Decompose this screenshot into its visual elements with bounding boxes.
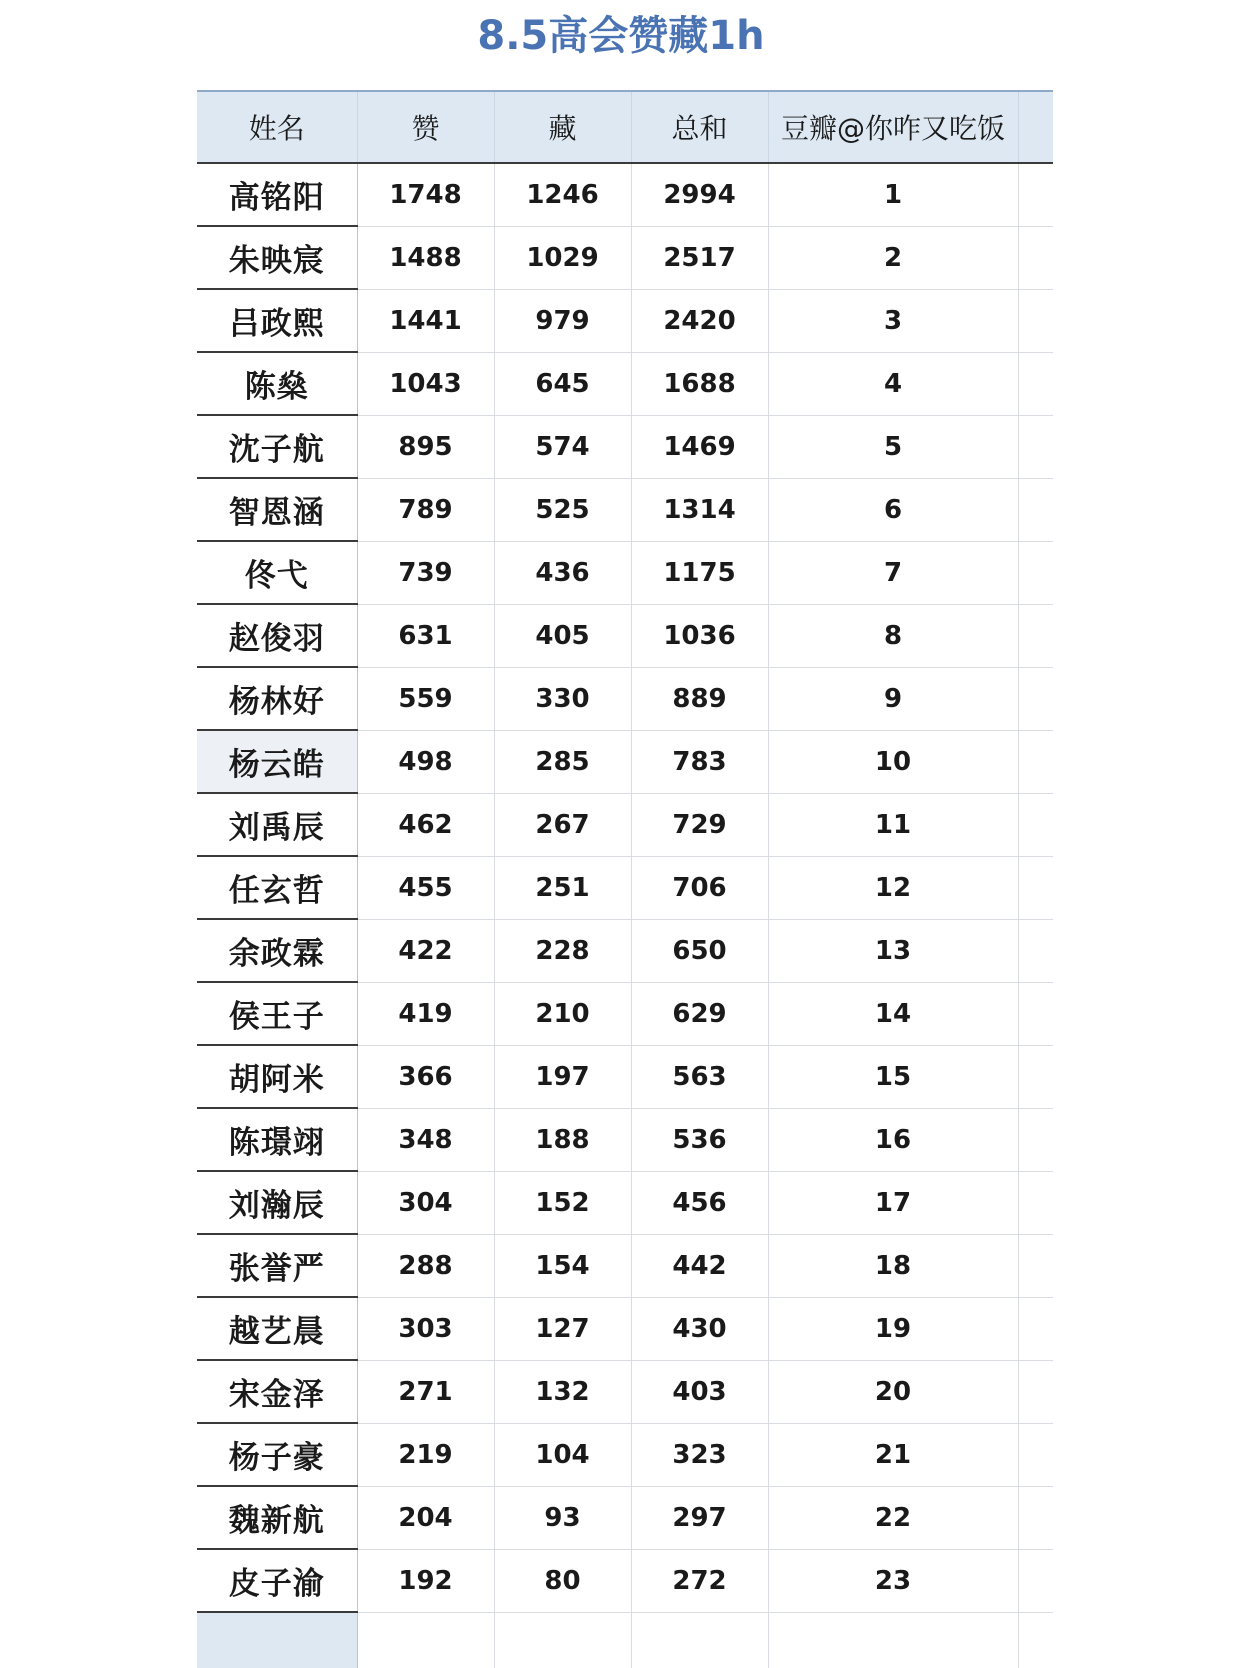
header-cang[interactable]: 藏	[494, 91, 631, 163]
sum-cell[interactable]: 297	[631, 1486, 768, 1549]
name-cell[interactable]: 刘瀚辰	[197, 1171, 357, 1234]
sum-cell[interactable]: 1175	[631, 541, 768, 604]
table-row	[197, 1423, 1053, 1486]
sum-cell[interactable]: 1469	[631, 415, 768, 478]
empty-cell[interactable]	[1018, 226, 1053, 289]
sum-cell[interactable]: 1688	[631, 352, 768, 415]
sum-cell[interactable]: 563	[631, 1045, 768, 1108]
cang-cell[interactable]: 1246	[494, 163, 631, 226]
zan-cell[interactable]: 304	[357, 1171, 494, 1234]
table-row	[197, 1549, 1053, 1612]
zan-cell[interactable]: 271	[357, 1360, 494, 1423]
name-cell[interactable]: 胡阿米	[197, 1045, 357, 1108]
empty-cell[interactable]	[768, 1612, 1018, 1668]
name-cell[interactable]: 陈璟翊	[197, 1108, 357, 1171]
sum-cell[interactable]: 536	[631, 1108, 768, 1171]
rank-cell[interactable]: 16	[768, 1108, 1018, 1171]
table-row	[197, 730, 1053, 793]
cang-cell[interactable]: 436	[494, 541, 631, 604]
zan-cell[interactable]: 895	[357, 415, 494, 478]
table-row	[197, 667, 1053, 730]
cang-cell[interactable]: 1029	[494, 226, 631, 289]
table-row	[197, 982, 1053, 1045]
name-cell[interactable]: 朱映宸	[197, 226, 357, 289]
cang-cell[interactable]: 228	[494, 919, 631, 982]
cang-cell[interactable]: 285	[494, 730, 631, 793]
rank-cell[interactable]: 12	[768, 856, 1018, 919]
rank-cell[interactable]: 14	[768, 982, 1018, 1045]
sum-cell[interactable]: 783	[631, 730, 768, 793]
name-cell[interactable]: 佟弋	[197, 541, 357, 604]
table-row	[197, 1108, 1053, 1171]
sum-cell[interactable]: 2994	[631, 163, 768, 226]
cang-cell[interactable]: 152	[494, 1171, 631, 1234]
table-row	[197, 856, 1053, 919]
sum-cell[interactable]: 2517	[631, 226, 768, 289]
rank-cell[interactable]: 4	[768, 352, 1018, 415]
zan-cell[interactable]: 1441	[357, 289, 494, 352]
rank-cell[interactable]: 17	[768, 1171, 1018, 1234]
name-cell[interactable]: 越艺晨	[197, 1297, 357, 1360]
empty-cell[interactable]	[197, 1612, 357, 1668]
sum-cell[interactable]: 272	[631, 1549, 768, 1612]
sum-cell[interactable]: 729	[631, 793, 768, 856]
name-cell[interactable]: 吕政熙	[197, 289, 357, 352]
name-cell[interactable]: 杨林好	[197, 667, 357, 730]
header-row	[197, 91, 1053, 163]
name-cell[interactable]: 皮子渝	[197, 1549, 357, 1612]
empty-cell[interactable]	[1018, 856, 1053, 919]
empty-cell[interactable]	[1018, 1360, 1053, 1423]
zan-cell[interactable]: 288	[357, 1234, 494, 1297]
name-cell[interactable]: 余政霖	[197, 919, 357, 982]
header-name[interactable]: 姓名	[197, 91, 357, 163]
empty-cell[interactable]	[1018, 1108, 1053, 1171]
empty-cell[interactable]	[1018, 415, 1053, 478]
rank-cell[interactable]: 7	[768, 541, 1018, 604]
header-zan[interactable]: 赞	[357, 91, 494, 163]
empty-cell[interactable]	[1018, 982, 1053, 1045]
empty-cell[interactable]	[1018, 1549, 1053, 1612]
table-row	[197, 541, 1053, 604]
table-row	[197, 793, 1053, 856]
empty-cell[interactable]	[1018, 1486, 1053, 1549]
zan-cell[interactable]: 559	[357, 667, 494, 730]
sum-cell[interactable]: 403	[631, 1360, 768, 1423]
empty-cell[interactable]	[631, 1612, 768, 1668]
name-cell[interactable]: 陈燊	[197, 352, 357, 415]
table-row	[197, 919, 1053, 982]
zan-cell[interactable]: 1488	[357, 226, 494, 289]
empty-cell[interactable]	[1018, 1297, 1053, 1360]
table-row	[197, 226, 1053, 289]
zan-cell[interactable]: 1043	[357, 352, 494, 415]
zan-cell[interactable]: 348	[357, 1108, 494, 1171]
name-cell[interactable]: 侯王子	[197, 982, 357, 1045]
cang-cell[interactable]: 197	[494, 1045, 631, 1108]
cang-cell[interactable]: 405	[494, 604, 631, 667]
rank-cell[interactable]: 6	[768, 478, 1018, 541]
zan-cell[interactable]: 419	[357, 982, 494, 1045]
table-row	[197, 415, 1053, 478]
name-cell[interactable]: 刘禹辰	[197, 793, 357, 856]
sum-cell[interactable]: 1314	[631, 478, 768, 541]
sum-cell[interactable]: 650	[631, 919, 768, 982]
cang-cell[interactable]: 574	[494, 415, 631, 478]
ranking-table	[197, 90, 1053, 1668]
zan-cell[interactable]: 1748	[357, 163, 494, 226]
cang-cell[interactable]: 251	[494, 856, 631, 919]
rank-cell[interactable]: 18	[768, 1234, 1018, 1297]
name-cell[interactable]: 高铭阳	[197, 163, 357, 226]
rank-cell[interactable]: 1	[768, 163, 1018, 226]
rank-cell[interactable]: 11	[768, 793, 1018, 856]
rank-cell[interactable]: 2	[768, 226, 1018, 289]
zan-cell[interactable]: 366	[357, 1045, 494, 1108]
empty-cell[interactable]	[1018, 1171, 1053, 1234]
header-sum[interactable]: 总和	[631, 91, 768, 163]
rank-cell[interactable]: 15	[768, 1045, 1018, 1108]
sum-cell[interactable]: 889	[631, 667, 768, 730]
empty-row	[197, 1612, 1053, 1668]
cang-cell[interactable]: 645	[494, 352, 631, 415]
sum-cell[interactable]: 2420	[631, 289, 768, 352]
zan-cell[interactable]: 789	[357, 478, 494, 541]
zan-cell[interactable]: 631	[357, 604, 494, 667]
table-row	[197, 1234, 1053, 1297]
table-row	[197, 604, 1053, 667]
name-cell[interactable]: 杨子豪	[197, 1423, 357, 1486]
cang-cell[interactable]: 979	[494, 289, 631, 352]
empty-cell[interactable]	[1018, 604, 1053, 667]
name-cell[interactable]: 宋金泽	[197, 1360, 357, 1423]
cang-cell[interactable]: 188	[494, 1108, 631, 1171]
sheet-title: 8.5高会赞藏1h	[477, 13, 765, 59]
name-cell[interactable]: 赵俊羽	[197, 604, 357, 667]
cang-cell[interactable]: 132	[494, 1360, 631, 1423]
cang-cell[interactable]: 210	[494, 982, 631, 1045]
empty-cell[interactable]	[1018, 1612, 1053, 1668]
rank-cell[interactable]: 3	[768, 289, 1018, 352]
empty-cell[interactable]	[1018, 478, 1053, 541]
zan-cell[interactable]: 498	[357, 730, 494, 793]
rank-cell[interactable]: 8	[768, 604, 1018, 667]
table-row	[197, 478, 1053, 541]
table-row	[197, 1360, 1053, 1423]
sum-cell[interactable]: 456	[631, 1171, 768, 1234]
rank-cell[interactable]: 21	[768, 1423, 1018, 1486]
zan-cell[interactable]: 219	[357, 1423, 494, 1486]
sum-cell[interactable]: 430	[631, 1297, 768, 1360]
name-cell[interactable]: 魏新航	[197, 1486, 357, 1549]
rank-cell[interactable]: 19	[768, 1297, 1018, 1360]
header-empty-cell[interactable]	[1018, 91, 1053, 163]
empty-cell[interactable]	[1018, 730, 1053, 793]
zan-cell[interactable]: 739	[357, 541, 494, 604]
cang-cell[interactable]: 80	[494, 1549, 631, 1612]
name-cell[interactable]: 张誉严	[197, 1234, 357, 1297]
empty-cell[interactable]	[1018, 667, 1053, 730]
name-cell[interactable]: 沈子航	[197, 415, 357, 478]
zan-cell[interactable]: 303	[357, 1297, 494, 1360]
empty-cell[interactable]	[1018, 541, 1053, 604]
empty-cell[interactable]	[1018, 1423, 1053, 1486]
empty-cell[interactable]	[1018, 1045, 1053, 1108]
rank-cell[interactable]: 5	[768, 415, 1018, 478]
zan-cell[interactable]: 204	[357, 1486, 494, 1549]
cang-cell[interactable]: 154	[494, 1234, 631, 1297]
rank-cell[interactable]: 10	[768, 730, 1018, 793]
sum-cell[interactable]: 442	[631, 1234, 768, 1297]
sum-cell[interactable]: 323	[631, 1423, 768, 1486]
empty-cell[interactable]	[1018, 163, 1053, 226]
sum-cell[interactable]: 1036	[631, 604, 768, 667]
table-row	[197, 289, 1053, 352]
rank-cell[interactable]: 22	[768, 1486, 1018, 1549]
zan-cell[interactable]: 422	[357, 919, 494, 982]
cang-cell[interactable]: 127	[494, 1297, 631, 1360]
empty-cell[interactable]	[1018, 1234, 1053, 1297]
cang-cell[interactable]: 525	[494, 478, 631, 541]
empty-cell[interactable]	[1018, 352, 1053, 415]
cang-cell[interactable]: 330	[494, 667, 631, 730]
table-row	[197, 1171, 1053, 1234]
zan-cell[interactable]: 462	[357, 793, 494, 856]
table-row	[197, 163, 1053, 226]
cang-cell[interactable]: 267	[494, 793, 631, 856]
name-cell[interactable]: 任玄哲	[197, 856, 357, 919]
spreadsheet	[197, 90, 1053, 1668]
table-body	[197, 163, 1053, 1612]
rank-cell[interactable]: 9	[768, 667, 1018, 730]
empty-cell[interactable]	[357, 1612, 494, 1668]
header-rank[interactable]: 豆瓣@你咋又吃饭	[768, 91, 1018, 163]
name-cell[interactable]: 杨云皓	[197, 730, 357, 793]
table-row	[197, 352, 1053, 415]
empty-cell[interactable]	[1018, 289, 1053, 352]
cang-cell[interactable]: 93	[494, 1486, 631, 1549]
sum-cell[interactable]: 706	[631, 856, 768, 919]
table-row	[197, 1045, 1053, 1108]
rank-cell[interactable]: 13	[768, 919, 1018, 982]
empty-cell[interactable]	[494, 1612, 631, 1668]
rank-cell[interactable]: 20	[768, 1360, 1018, 1423]
rank-cell[interactable]: 23	[768, 1549, 1018, 1612]
empty-cell[interactable]	[1018, 793, 1053, 856]
zan-cell[interactable]: 192	[357, 1549, 494, 1612]
name-cell[interactable]: 智恩涵	[197, 478, 357, 541]
table-row	[197, 1297, 1053, 1360]
cang-cell[interactable]: 104	[494, 1423, 631, 1486]
zan-cell[interactable]: 455	[357, 856, 494, 919]
empty-cell[interactable]	[1018, 919, 1053, 982]
sum-cell[interactable]: 629	[631, 982, 768, 1045]
table-row	[197, 1486, 1053, 1549]
